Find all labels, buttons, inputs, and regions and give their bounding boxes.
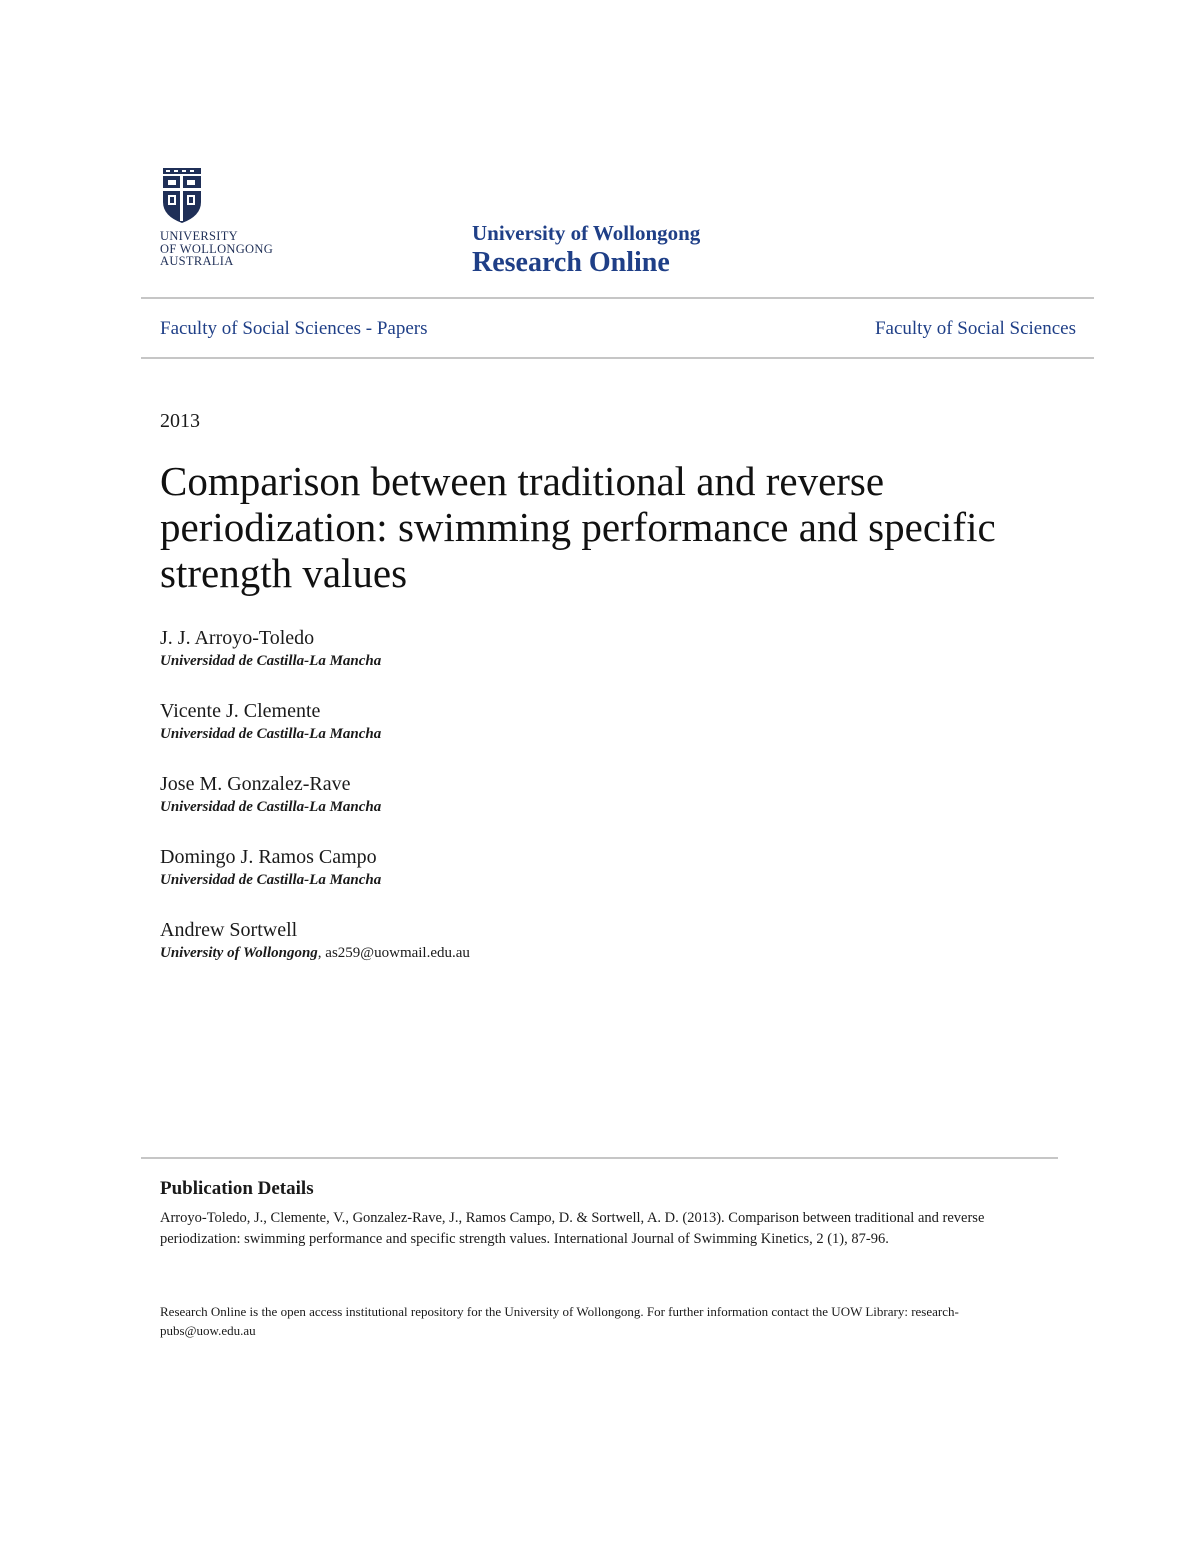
author-name[interactable]: Vicente J. Clemente <box>160 700 321 722</box>
logo-line: OF WOLLONGONG <box>160 241 274 256</box>
logo-line: AUSTRALIA <box>160 254 234 268</box>
logo-wordmark <box>160 230 273 268</box>
breadcrumb-divider <box>141 357 1094 359</box>
publication-details-citation: Arroyo-Toledo, J., Clemente, V., Gonzalez-Rave, J., Ramos Campo, D. & Sortwell, A. D. (2013). Comparison between traditional and reverse periodization: swimming performance and specific strength values. International Journal of Swimming Kinetics, 2 (1), 87-96. <box>160 1210 985 1247</box>
masthead <box>472 220 700 280</box>
author-entry <box>160 626 960 671</box>
author-list <box>160 626 960 991</box>
faculty-link[interactable]: Faculty of Social Sciences <box>874 318 1076 339</box>
author-entry <box>160 845 960 890</box>
repository-notice: Research Online is the open access institutional repository for the University of Wollongong. For further information contact the UOW Library: research-pubs@uow.edu.au <box>160 1304 959 1338</box>
author-affiliation: University of Wollongong, as259@uowmail.edu.au <box>160 945 470 961</box>
collection-link[interactable]: Faculty of Social Sciences - Papers <box>160 318 428 339</box>
author-email[interactable]: , as259@uowmail.edu.au <box>317 945 470 961</box>
masthead-university: University of Wollongong <box>472 221 701 245</box>
author-affiliation: Universidad de Castilla-La Mancha <box>160 653 382 669</box>
author-name[interactable]: Andrew Sortwell <box>160 919 298 941</box>
author-entry <box>160 772 960 817</box>
page-title: Comparison between traditional and reverse periodization: swimming performance and specific strength values <box>160 458 996 596</box>
author-name[interactable]: Jose M. Gonzalez-Rave <box>160 773 351 795</box>
logo-line: UNIVERSITY <box>160 229 238 243</box>
author-name[interactable]: J. J. Arroyo-Toledo <box>160 627 315 649</box>
university-logo <box>160 168 310 278</box>
publication-divider <box>141 1157 1058 1159</box>
author-affiliation: Universidad de Castilla-La Mancha <box>160 726 382 742</box>
top-divider <box>141 297 1094 299</box>
publication-details-heading: Publication Details <box>160 1178 314 1199</box>
crest-icon <box>160 168 204 224</box>
author-entry <box>160 918 960 963</box>
author-entry <box>160 699 960 744</box>
masthead-research-online: Research Online <box>472 247 670 278</box>
author-affiliation: Universidad de Castilla-La Mancha <box>160 872 382 888</box>
author-affiliation: Universidad de Castilla-La Mancha <box>160 799 382 815</box>
publication-year: 2013 <box>160 410 200 432</box>
author-name[interactable]: Domingo J. Ramos Campo <box>160 846 377 868</box>
